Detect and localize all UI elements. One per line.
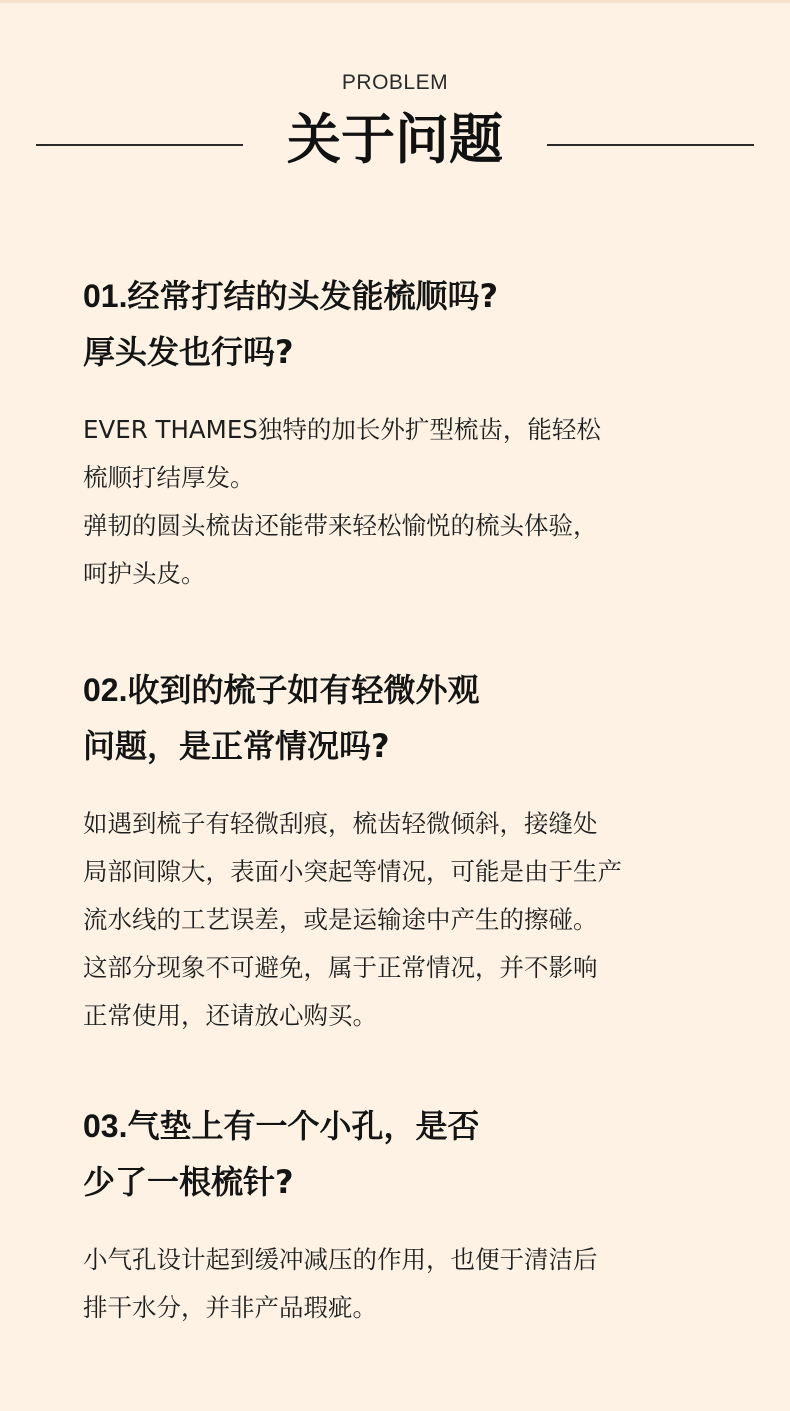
faq-question [83, 662, 723, 774]
section-eyebrow: PROBLEM [341, 71, 449, 94]
answer-line: EVER THAMES独特的加长外扩型梳齿，能轻松 [83, 415, 601, 444]
question-text: 收到的梳子如有轻微外观 [127, 671, 480, 709]
title-row [0, 104, 790, 176]
title-divider-right [547, 144, 754, 146]
answer-line: 梳顺打结厚发。 [83, 463, 255, 492]
top-accent-line [0, 0, 790, 3]
question-number: 03. [83, 1108, 128, 1144]
answer-line: 正常使用，还请放心购买。 [83, 1001, 377, 1030]
faq-question [83, 268, 723, 380]
question-number: 01. [83, 278, 128, 314]
question-line: 问题，是正常情况吗? [83, 727, 390, 765]
faq-answer [83, 1236, 723, 1332]
question-text: 经常打结的头发能梳顺吗? [127, 277, 499, 315]
question-line: 厚头发也行吗? [83, 333, 294, 371]
answer-line: 这部分现象不可避免，属于正常情况，并不影响 [83, 953, 598, 982]
faq-item-3 [83, 1098, 723, 1332]
question-line [83, 662, 723, 718]
answer-line: 如遇到梳子有轻微刮痕，梳齿轻微倾斜，接缝处 [83, 809, 598, 838]
faq-item-2 [83, 662, 723, 1040]
question-line [83, 1098, 723, 1154]
answer-line: 局部间隙大，表面小突起等情况，可能是由于生产 [83, 857, 622, 886]
question-line: 少了一根梳针? [83, 1163, 294, 1201]
faq-question [83, 1098, 723, 1210]
faq-answer [83, 406, 723, 598]
faq-item-1 [83, 268, 723, 598]
answer-line: 排干水分，并非产品瑕疵。 [83, 1293, 377, 1322]
answer-line: 小气孔设计起到缓冲减压的作用，也便于清洁后 [83, 1245, 598, 1274]
answer-line: 流水线的工艺误差，或是运输途中产生的擦碰。 [83, 905, 598, 934]
question-text: 气垫上有一个小孔，是否 [127, 1107, 480, 1145]
answer-line: 呵护头皮。 [83, 559, 206, 588]
answer-line: 弹韧的圆头梳齿还能带来轻松愉悦的梳头体验， [83, 511, 598, 540]
question-number: 02. [83, 672, 128, 708]
section-title: 关于问题 [287, 108, 503, 171]
question-line [83, 268, 723, 324]
section-header [0, 68, 790, 176]
faq-answer [83, 800, 723, 1040]
